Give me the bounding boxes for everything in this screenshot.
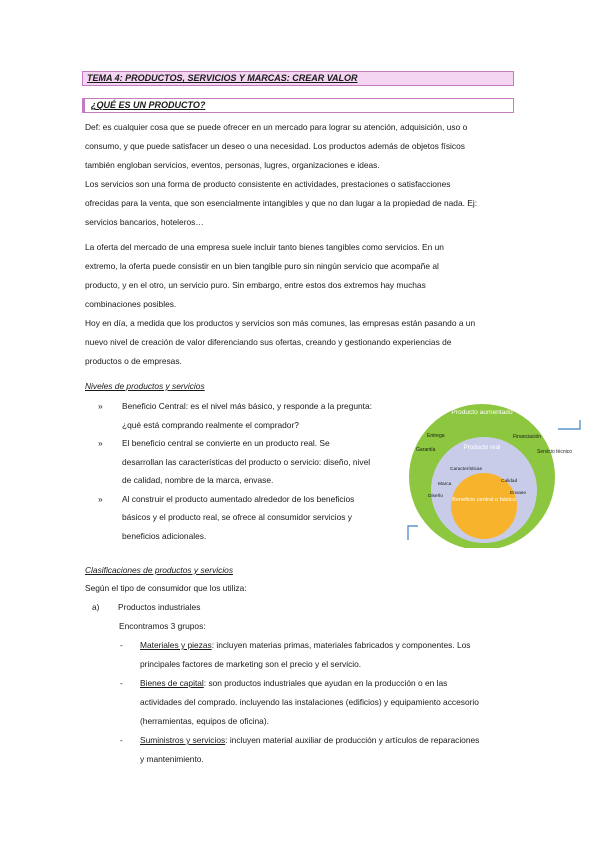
item-a-label: Productos industriales	[118, 602, 201, 612]
bullet-line: Beneficio Central: es el nivel más básico, y responde a la pregunta:	[122, 401, 372, 411]
product-levels-diagram	[402, 398, 584, 548]
item-a	[92, 598, 201, 617]
intro-line: Def: es cualquier cosa que se puede ofrecer en un mercado para lograr su atención, adquisición, uso o	[85, 122, 468, 132]
clasif-heading: Clasificaciones de productos y servicios	[85, 565, 234, 575]
outer-item: Entrega	[427, 433, 445, 439]
bullet-line: El beneficio central se convierte en un producto real. Se	[122, 438, 330, 448]
section-banner: ¿QUÉ ES UN PRODUCTO?	[82, 98, 514, 113]
niveles-bullet	[98, 434, 398, 490]
intro-line: consumo, y que puede satisfacer un deseo o una necesidad. Los productos además de objetos físicos	[85, 141, 465, 151]
group-line: : son productos industriales que ayudan en la producción o en las	[203, 678, 448, 688]
intro-line: servicios bancarios, hoteleros…	[85, 217, 204, 227]
group-line: : incluyen materias primas, materiales fabricados y componentes. Los	[211, 640, 471, 650]
middle-item: Características	[450, 467, 482, 472]
bullet-marker: »	[98, 401, 103, 411]
pointer-line	[558, 420, 580, 429]
group-item	[120, 674, 520, 731]
grupos-text: Encontramos 3 grupos:	[119, 621, 206, 631]
bullet-line: desarrollan las características del producto o servicio: diseño, nivel	[122, 456, 371, 467]
middle-title: Producto real	[463, 444, 501, 451]
group-line: actividades del comprado. incluyendo las instalaciones (edificios) y equipamiento accesorio	[140, 697, 479, 707]
intro-line: también engloban servicios, eventos, personas, lugres, organizaciones e ideas.	[85, 160, 380, 170]
offer-line: producto, y en el otro, un servicio puro. Sin embargo, entre estos dos extremos hay muchas	[85, 280, 426, 290]
intro-line: ofrecidas para la venta, que son esencialmente intangibles y que no dan lugar a la propiedad de nada. Ej:	[85, 198, 478, 208]
outer-title: Producto aumentado	[451, 409, 513, 416]
middle-item: Envase	[510, 491, 526, 496]
bullet-line: beneficios adicionales.	[122, 530, 207, 541]
clasif-intro: Según el tipo de consumidor que los utiliza:	[85, 583, 247, 593]
niveles-list	[98, 397, 398, 545]
niveles-bullet	[98, 490, 398, 546]
offer-line: combinaciones posibles.	[85, 299, 177, 309]
dash-marker: -	[120, 640, 123, 650]
niveles-bullet	[98, 397, 398, 434]
item-a-marker: a)	[92, 602, 100, 612]
niveles-heading: Niveles de productos y servicios	[85, 381, 205, 391]
groups-list	[120, 636, 520, 769]
offer-line: extremo, la oferta puede consistir en un bien tangible puro sin ningún servicio que acompañe al	[85, 261, 439, 271]
bullet-line: Al construir el producto aumentado alrededor de los beneficios	[122, 493, 355, 504]
offer-line: Hoy en día, a medida que los productos y servicios son más comunes, las empresas están pasando a un	[85, 318, 476, 328]
outer-item: Garantía	[416, 447, 436, 453]
bullet-line: ¿qué está comprando realmente el comprador?	[122, 419, 299, 430]
middle-item: Diseño	[428, 494, 443, 499]
intro-paragraph	[85, 118, 515, 232]
group-item	[120, 731, 520, 769]
dash-marker: -	[120, 678, 123, 688]
group-line: : incluyen material auxiliar de producción y artículos de reparaciones	[225, 735, 480, 745]
dash-marker: -	[120, 735, 123, 745]
intro-line: Los servicios son una forma de producto consistente en actividades, prestaciones o satisfacciones	[85, 179, 451, 189]
bullet-line: básicos y el producto real, se ofrece al consumidor servicios y	[122, 512, 352, 522]
title-banner: TEMA 4: PRODUCTOS, SERVICIOS Y MARCAS: CREAR VALOR	[82, 71, 514, 86]
offer-line: nuevo nivel de creación de valor diferenciando sus ofertas, creando y gestionando experiencias de	[85, 337, 452, 347]
outer-item: Servicio técnico	[537, 449, 573, 455]
offer-paragraph	[85, 238, 515, 371]
bullet-marker: »	[98, 493, 103, 504]
offer-line: productos o de empresas.	[85, 356, 182, 366]
bullet-marker: »	[98, 438, 103, 448]
group-term: Materiales y piezas	[140, 640, 212, 650]
offer-line: La oferta del mercado de una empresa suele incluir tanto bienes tangibles como servicios. En un	[85, 242, 444, 252]
group-term: Suministros y servicios	[140, 735, 226, 745]
outer-item: Financiación	[513, 434, 542, 440]
group-line: (herramientas, equipos de oficina).	[140, 716, 269, 726]
inner-title: Beneficio central o básico	[452, 497, 516, 503]
middle-item: Marca	[438, 482, 452, 487]
middle-item: Calidad	[501, 479, 518, 484]
group-line: principales factores de marketing son el precio y el servicio.	[140, 659, 362, 669]
group-term: Bienes de capital	[140, 678, 204, 688]
group-item	[120, 636, 520, 674]
group-line: y mantenimiento.	[140, 754, 204, 764]
bullet-line: de calidad, nombre de la marca, envase.	[122, 475, 274, 485]
pointer-line	[408, 526, 418, 540]
